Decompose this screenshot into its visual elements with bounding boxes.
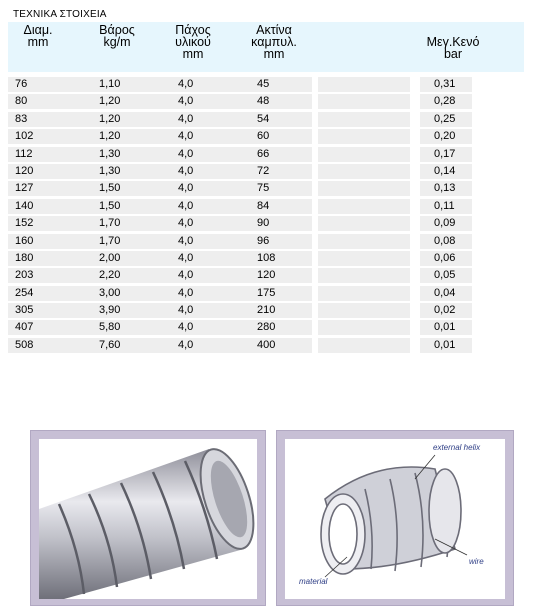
cell-radius: 96 [257, 234, 270, 247]
cell-radius: 84 [257, 199, 270, 212]
row-gap [410, 337, 420, 354]
cell-thickness: 4,0 [178, 182, 194, 195]
row-gap [410, 76, 420, 93]
cell-radius: 90 [257, 217, 270, 230]
hose-cutaway-diagram [285, 439, 505, 599]
cell-thickness: 4,0 [178, 147, 194, 160]
cell-vacuum: 0,06 [434, 251, 456, 264]
table-row [8, 180, 478, 197]
table-row [8, 93, 478, 110]
table-row [8, 128, 478, 145]
cell-thickness: 4,0 [178, 164, 194, 177]
hose-diagram-panel [276, 430, 514, 606]
cell-thickness: 4,0 [178, 269, 194, 282]
cell-thickness: 4,0 [178, 304, 194, 317]
cell-weight: 5,80 [99, 321, 121, 334]
cell-diameter: 127 [15, 182, 34, 195]
cell-radius: 210 [257, 304, 276, 317]
cell-vacuum: 0,14 [434, 164, 456, 177]
table-row [8, 250, 478, 267]
header-radius: Ακτίνα καμπυλ. mm [251, 23, 297, 61]
row-gap [410, 198, 420, 215]
cell-weight: 3,00 [99, 286, 121, 299]
cell-weight: 1,20 [99, 95, 121, 108]
table-row [8, 319, 478, 336]
cell-weight: 1,10 [99, 78, 121, 90]
cell-weight: 1,20 [99, 112, 121, 125]
cell-thickness: 4,0 [178, 217, 194, 230]
row-gap [410, 267, 420, 284]
cell-thickness: 4,0 [178, 112, 194, 125]
cell-radius: 108 [257, 251, 276, 264]
hose-illustration [39, 439, 257, 599]
row-gap [410, 93, 420, 110]
cell-diameter: 120 [15, 164, 34, 177]
cell-vacuum: 0,13 [434, 182, 456, 195]
cell-diameter: 152 [15, 217, 34, 230]
label-wire: wire [469, 557, 484, 566]
header-weight: Βάρος kg/m [99, 23, 135, 49]
cell-vacuum: 0,05 [434, 269, 456, 282]
row-gap [410, 233, 420, 250]
hose-photo [39, 439, 257, 599]
row-gap [410, 111, 420, 128]
cell-thickness: 4,0 [178, 199, 194, 212]
cell-radius: 400 [257, 338, 276, 351]
cell-thickness: 4,0 [178, 321, 194, 334]
cell-radius: 54 [257, 112, 270, 125]
cell-vacuum: 0,08 [434, 234, 456, 247]
cell-diameter: 407 [15, 321, 34, 334]
cell-weight: 1,20 [99, 130, 121, 143]
cell-diameter: 83 [15, 112, 28, 125]
table-row [8, 198, 478, 215]
cell-thickness: 4,0 [178, 234, 194, 247]
cell-weight: 1,30 [99, 147, 121, 160]
cell-radius: 45 [257, 78, 270, 90]
hose-diagram [285, 439, 505, 599]
cell-radius: 72 [257, 164, 270, 177]
cell-radius: 280 [257, 321, 276, 334]
cell-vacuum: 0,09 [434, 217, 456, 230]
hose-photo-panel [30, 430, 266, 606]
header-vacuum: Μεγ.Κενό bar [426, 35, 480, 61]
cell-vacuum: 0,01 [434, 338, 456, 351]
table-row [8, 267, 478, 284]
cell-diameter: 254 [15, 286, 34, 299]
cell-vacuum: 0,02 [434, 304, 456, 317]
cell-vacuum: 0,01 [434, 321, 456, 334]
label-external-helix: external helix [433, 443, 481, 452]
row-gap [410, 302, 420, 319]
cell-thickness: 4,0 [178, 78, 194, 90]
row-gap [410, 180, 420, 197]
row-gap [410, 215, 420, 232]
cell-vacuum: 0,20 [434, 130, 456, 143]
row-gap [410, 285, 420, 302]
cell-weight: 1,30 [99, 164, 121, 177]
cell-radius: 66 [257, 147, 270, 160]
cell-weight: 1,70 [99, 217, 121, 230]
row-gap [410, 128, 420, 145]
table-header [8, 22, 524, 72]
cell-diameter: 80 [15, 95, 28, 108]
cell-weight: 1,50 [99, 182, 121, 195]
cell-vacuum: 0,04 [434, 286, 456, 299]
table-row [8, 337, 478, 354]
cell-thickness: 4,0 [178, 251, 194, 264]
cell-thickness: 4,0 [178, 95, 194, 108]
table-row [8, 76, 478, 93]
table-row [8, 146, 478, 163]
cell-weight: 2,00 [99, 251, 121, 264]
cell-weight: 2,20 [99, 269, 121, 282]
cell-thickness: 4,0 [178, 130, 194, 143]
cell-radius: 60 [257, 130, 270, 143]
cell-vacuum: 0,25 [434, 112, 456, 125]
table-row [8, 233, 478, 250]
cell-vacuum: 0,11 [434, 199, 455, 212]
cell-radius: 48 [257, 95, 270, 108]
cell-thickness: 4,0 [178, 338, 194, 351]
cell-weight: 1,50 [99, 199, 121, 212]
row-gap [410, 163, 420, 180]
cell-diameter: 305 [15, 304, 34, 317]
table-row [8, 111, 478, 128]
cell-thickness: 4,0 [178, 286, 194, 299]
label-material: material [299, 577, 328, 586]
row-gap [410, 250, 420, 267]
table-row [8, 215, 478, 232]
cell-radius: 120 [257, 269, 276, 282]
cell-vacuum: 0,17 [434, 147, 456, 160]
row-gap [410, 319, 420, 336]
cell-diameter: 160 [15, 234, 34, 247]
page-title: ΤΕΧΝΙΚΑ ΣΤΟΙΧΕΙΑ [13, 9, 107, 20]
table-row [8, 163, 478, 180]
cell-radius: 75 [257, 182, 270, 195]
cell-weight: 7,60 [99, 338, 121, 351]
cell-radius: 175 [257, 286, 276, 299]
header-diameter: Διαμ. mm [23, 23, 53, 49]
row-gap [410, 146, 420, 163]
cell-diameter: 112 [15, 147, 33, 160]
cell-diameter: 140 [15, 199, 34, 212]
header-thickness: Πάχος υλικού mm [175, 23, 211, 61]
cell-vacuum: 0,31 [434, 78, 456, 90]
cell-diameter: 203 [15, 269, 34, 282]
cell-diameter: 508 [15, 338, 34, 351]
table-row [8, 285, 478, 302]
cell-diameter: 180 [15, 251, 34, 264]
cell-weight: 3,90 [99, 304, 121, 317]
table-row [8, 302, 478, 319]
cell-diameter: 76 [15, 78, 28, 90]
cell-weight: 1,70 [99, 234, 121, 247]
cell-diameter: 102 [15, 130, 34, 143]
cell-vacuum: 0,28 [434, 95, 456, 108]
data-table [8, 76, 478, 354]
